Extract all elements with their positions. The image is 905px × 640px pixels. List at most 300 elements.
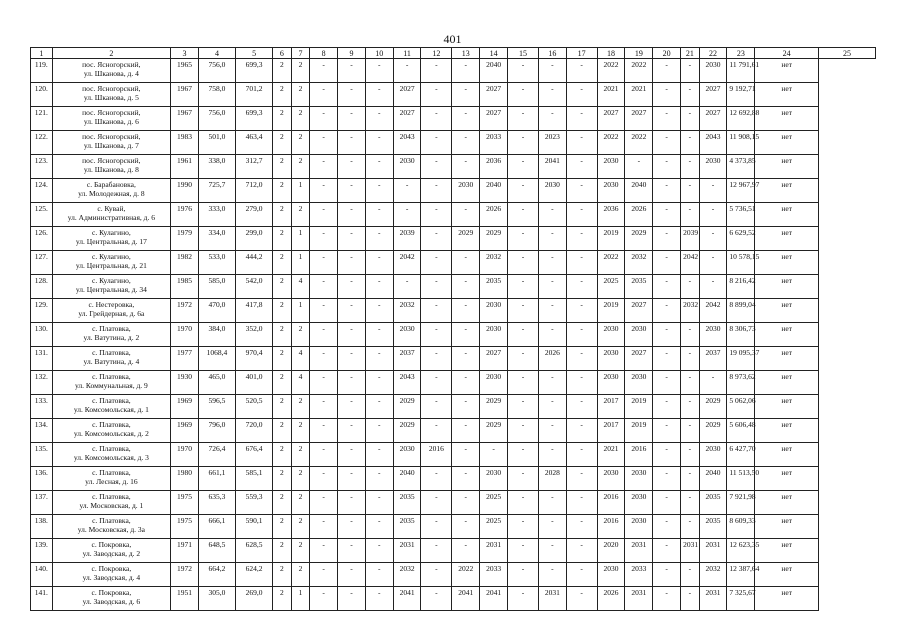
table-cell: - (310, 251, 338, 275)
table-cell: 2017 (597, 395, 625, 419)
table-cell: - (421, 131, 452, 155)
table-cell: - (653, 539, 681, 563)
table-cell: 1 (291, 299, 310, 323)
table-cell: нет (755, 179, 819, 203)
address-cell (52, 371, 171, 395)
table-cell: 12 692,88 (727, 107, 755, 131)
table-row (31, 83, 876, 107)
table-cell: - (365, 179, 393, 203)
table-cell: 2 (273, 155, 292, 179)
settlement-text: пос. Ясногорский, (82, 156, 141, 165)
table-cell: 2030 (597, 347, 625, 371)
table-cell: нет (755, 491, 819, 515)
table-cell: 533,0 (198, 251, 235, 275)
table-cell: 2026 (625, 203, 653, 227)
table-cell: - (681, 395, 700, 419)
table-cell: - (566, 563, 597, 587)
column-header: 7 (291, 48, 310, 59)
street-text: ул. Административная, д. 6 (67, 213, 155, 222)
address-cell (52, 395, 171, 419)
table-cell: 2 (273, 347, 292, 371)
table-cell: 2043 (393, 371, 421, 395)
column-header: 11 (393, 48, 421, 59)
table-cell: 699,3 (236, 107, 273, 131)
table-row (31, 107, 876, 131)
table-cell: - (653, 59, 681, 83)
table-cell: 2030 (480, 371, 508, 395)
table-cell: 2030 (480, 467, 508, 491)
settlement-text: пос. Ясногорский, (82, 132, 141, 141)
table-cell: - (653, 155, 681, 179)
table-cell: 2025 (480, 515, 508, 539)
table-cell: 417,8 (236, 299, 273, 323)
table-cell: 2 (273, 323, 292, 347)
table-cell: 2036 (480, 155, 508, 179)
table-cell: 2027 (597, 107, 625, 131)
table-cell: 756,0 (198, 107, 235, 131)
table-cell: 2031 (480, 539, 508, 563)
table-cell: 299,0 (236, 227, 273, 251)
table-cell: - (538, 299, 566, 323)
table-cell: 2029 (480, 395, 508, 419)
table-cell: - (452, 515, 480, 539)
table-cell: - (452, 131, 480, 155)
table-cell: 1930 (171, 371, 199, 395)
table-cell: 2030 (538, 179, 566, 203)
table-cell: 585,0 (198, 275, 235, 299)
table-cell: - (508, 299, 539, 323)
table-cell: 1990 (171, 179, 199, 203)
table-cell: - (365, 275, 393, 299)
table-cell: - (653, 107, 681, 131)
table-cell: - (538, 371, 566, 395)
table-cell: 10 578,15 (727, 251, 755, 275)
table-cell: - (653, 203, 681, 227)
table-cell: - (452, 203, 480, 227)
table-cell: 2029 (699, 395, 727, 419)
table-cell: 2025 (597, 275, 625, 299)
table-cell: - (538, 515, 566, 539)
settlement-text: с. Кулагино, (92, 252, 131, 261)
table-cell: 628,5 (236, 539, 273, 563)
table-cell: - (310, 59, 338, 83)
table-cell: 2016 (597, 491, 625, 515)
table-cell: - (566, 227, 597, 251)
table-cell: 2035 (625, 275, 653, 299)
street-text: ул. Грейдерная, д. 6а (78, 309, 145, 318)
table-cell: - (452, 371, 480, 395)
table-cell: 2037 (699, 347, 727, 371)
table-cell: - (452, 419, 480, 443)
table-row (31, 563, 876, 587)
table-cell: 2021 (597, 443, 625, 467)
table-cell: 4 373,85 (727, 155, 755, 179)
table-cell: 2019 (625, 395, 653, 419)
table-row (31, 155, 876, 179)
table-cell: - (338, 467, 366, 491)
table-cell: - (365, 299, 393, 323)
table-cell: 725,7 (198, 179, 235, 203)
table-cell: 2 (291, 539, 310, 563)
table-cell: 2021 (625, 83, 653, 107)
table-cell: 444,2 (236, 251, 273, 275)
table-cell: - (653, 443, 681, 467)
table-cell: - (681, 443, 700, 467)
street-text: ул. Заводская, д. 4 (82, 573, 141, 582)
table-cell: 1 (291, 251, 310, 275)
table-cell: 2033 (625, 563, 653, 587)
table-cell: 2041 (480, 587, 508, 611)
table-cell: - (365, 347, 393, 371)
street-text: ул. Ватутина, д. 2 (83, 333, 140, 342)
row-number: 121. (31, 107, 53, 131)
table-cell: 2017 (597, 419, 625, 443)
row-number: 128. (31, 275, 53, 299)
settlement-text: с. Покровка, (91, 564, 132, 573)
settlement-text: с. Платовка, (92, 492, 131, 501)
table-cell: 2 (273, 203, 292, 227)
table-cell: 2022 (625, 59, 653, 83)
table-cell: 559,3 (236, 491, 273, 515)
table-cell: - (508, 251, 539, 275)
table-cell: - (681, 155, 700, 179)
table-cell: 2035 (699, 491, 727, 515)
address-cell (52, 203, 171, 227)
column-header: 24 (755, 48, 819, 59)
table-cell: 2 (273, 227, 292, 251)
table-cell: - (365, 203, 393, 227)
table-cell: - (365, 563, 393, 587)
table-cell: 2022 (597, 131, 625, 155)
settlement-text: с. Платовка, (92, 444, 131, 453)
table-cell: - (393, 275, 421, 299)
table-cell: - (681, 563, 700, 587)
table-cell: 2 (273, 491, 292, 515)
settlement-text: с. Покровка, (91, 540, 132, 549)
table-cell: - (566, 587, 597, 611)
table-cell: - (310, 371, 338, 395)
table-cell: - (310, 515, 338, 539)
table-cell: 8 306,73 (727, 323, 755, 347)
table-cell: 2035 (480, 275, 508, 299)
table-cell: - (508, 59, 539, 83)
table-cell: - (421, 467, 452, 491)
table-cell: нет (755, 563, 819, 587)
table-cell: - (508, 179, 539, 203)
table-cell: 1976 (171, 203, 199, 227)
row-number: 125. (31, 203, 53, 227)
table-cell: - (310, 323, 338, 347)
table-cell: - (566, 539, 597, 563)
table-cell: 2033 (480, 563, 508, 587)
table-cell: 8 899,04 (727, 299, 755, 323)
table-cell: 2040 (393, 467, 421, 491)
table-cell: - (653, 323, 681, 347)
settlement-text: пос. Ясногорский, (82, 60, 141, 69)
table-cell: 676,4 (236, 443, 273, 467)
table-cell: 2030 (699, 59, 727, 83)
row-number: 130. (31, 323, 53, 347)
column-header: 5 (236, 48, 273, 59)
table-cell: - (566, 443, 597, 467)
table-cell: - (365, 467, 393, 491)
row-number: 120. (31, 83, 53, 107)
address-cell (52, 179, 171, 203)
table-cell: 712,0 (236, 179, 273, 203)
table-cell: - (653, 587, 681, 611)
table-cell: 2027 (699, 83, 727, 107)
table-cell: 2029 (625, 227, 653, 251)
table-cell: 19 095,37 (727, 347, 755, 371)
table-cell: - (566, 179, 597, 203)
table-cell: - (338, 203, 366, 227)
table-cell: 2029 (393, 395, 421, 419)
table-header-row (31, 48, 876, 59)
table-cell: 1975 (171, 515, 199, 539)
table-cell: - (310, 347, 338, 371)
table-cell: - (452, 107, 480, 131)
address-cell (52, 155, 171, 179)
table-cell: 2031 (699, 587, 727, 611)
table-cell: 12 623,35 (727, 539, 755, 563)
table-cell: 2027 (480, 83, 508, 107)
table-cell: 1972 (171, 563, 199, 587)
table-cell: 2031 (393, 539, 421, 563)
table-cell: - (338, 443, 366, 467)
table-cell: - (365, 323, 393, 347)
street-text: ул. Комсомольская, д. 1 (73, 405, 149, 414)
row-number: 140. (31, 563, 53, 587)
table-cell: - (365, 107, 393, 131)
table-cell: 12 387,64 (727, 563, 755, 587)
street-text: ул. Коммунальная, д. 9 (74, 381, 148, 390)
table-cell: - (681, 515, 700, 539)
table-row (31, 491, 876, 515)
table-cell: 1965 (171, 59, 199, 83)
table-cell: 2 (273, 395, 292, 419)
table-cell: 2030 (480, 299, 508, 323)
table-cell: - (421, 179, 452, 203)
table-cell: - (310, 395, 338, 419)
table-cell: 1982 (171, 251, 199, 275)
table-cell: - (365, 59, 393, 83)
table-cell: 2 (273, 587, 292, 611)
table-cell: - (566, 347, 597, 371)
table-cell: - (681, 179, 700, 203)
table-cell: - (538, 227, 566, 251)
table-cell: - (566, 203, 597, 227)
table-cell: - (699, 227, 727, 251)
table-cell: 2019 (597, 227, 625, 251)
table-cell: 2030 (625, 491, 653, 515)
table-cell: - (310, 131, 338, 155)
table-cell: 8 973,62 (727, 371, 755, 395)
table-cell: 2041 (538, 155, 566, 179)
table-cell: 1969 (171, 419, 199, 443)
table-cell: нет (755, 251, 819, 275)
table-cell: - (338, 131, 366, 155)
table-cell: нет (755, 83, 819, 107)
table-cell: 648,5 (198, 539, 235, 563)
street-text: ул. Шканова, д. 8 (83, 165, 139, 174)
street-text: ул. Заводская, д. 6 (82, 597, 141, 606)
address-cell (52, 83, 171, 107)
table-cell: - (566, 299, 597, 323)
table-cell: - (681, 83, 700, 107)
settlement-text: пос. Ясногорский, (82, 108, 141, 117)
table-cell: нет (755, 371, 819, 395)
table-cell: - (393, 59, 421, 83)
table-cell: 2030 (597, 323, 625, 347)
address-cell (52, 443, 171, 467)
table-cell: 542,0 (236, 275, 273, 299)
table-cell: 7 921,98 (727, 491, 755, 515)
table-cell: 1980 (171, 467, 199, 491)
table-cell: - (508, 347, 539, 371)
table-cell: - (566, 59, 597, 83)
table-cell: - (421, 371, 452, 395)
table-cell: 2030 (597, 467, 625, 491)
table-cell: - (653, 83, 681, 107)
table-cell: 4 (291, 275, 310, 299)
row-number: 133. (31, 395, 53, 419)
table-cell: - (625, 155, 653, 179)
table-cell: 701,2 (236, 83, 273, 107)
table-cell: 2 (273, 539, 292, 563)
table-cell: - (421, 515, 452, 539)
table-cell: - (699, 371, 727, 395)
street-text: ул. Центральная, д. 34 (75, 285, 147, 294)
table-cell: 2030 (393, 443, 421, 467)
table-cell: 2 (273, 563, 292, 587)
table-row (31, 299, 876, 323)
table-cell: - (681, 467, 700, 491)
table-cell: нет (755, 131, 819, 155)
table-cell: - (310, 107, 338, 131)
table-cell: - (538, 419, 566, 443)
table-cell: - (653, 371, 681, 395)
table-cell: 2032 (625, 251, 653, 275)
table-cell: - (538, 539, 566, 563)
table-cell: 2 (273, 419, 292, 443)
table-cell: - (699, 179, 727, 203)
table-cell: - (421, 491, 452, 515)
row-number: 119. (31, 59, 53, 83)
street-text: ул. Ватутина, д. 4 (83, 357, 140, 366)
table-cell: - (653, 515, 681, 539)
table-cell: 2029 (480, 419, 508, 443)
settlement-text: с. Кулагино, (92, 228, 131, 237)
table-cell: 2035 (699, 515, 727, 539)
row-number: 141. (31, 587, 53, 611)
settlement-text: с. Платовка, (92, 516, 131, 525)
address-cell (52, 467, 171, 491)
table-cell: 1 (291, 587, 310, 611)
table-cell: - (508, 155, 539, 179)
table-cell: - (310, 563, 338, 587)
table-cell: 2 (273, 443, 292, 467)
row-number: 124. (31, 179, 53, 203)
table-cell: - (452, 539, 480, 563)
table-cell: - (338, 419, 366, 443)
table-cell: нет (755, 323, 819, 347)
table-cell: - (310, 275, 338, 299)
table-cell: 2040 (625, 179, 653, 203)
table-cell: 401,0 (236, 371, 273, 395)
table-cell: - (421, 155, 452, 179)
table-cell: - (508, 227, 539, 251)
table-cell: 2022 (597, 59, 625, 83)
table-cell: - (681, 347, 700, 371)
table-cell: 5 062,06 (727, 395, 755, 419)
table-cell: 2016 (597, 515, 625, 539)
table-cell: 1983 (171, 131, 199, 155)
table-cell: 1 (291, 179, 310, 203)
table-cell: 2 (291, 467, 310, 491)
table-cell: - (653, 491, 681, 515)
table-cell: - (681, 371, 700, 395)
settlement-text: с. Барабановка, (86, 180, 136, 189)
table-cell: - (566, 419, 597, 443)
table-cell: 7 325,67 (727, 587, 755, 611)
table-cell: 2035 (393, 491, 421, 515)
table-cell: - (508, 491, 539, 515)
table-cell: нет (755, 59, 819, 83)
table-cell: 2 (291, 395, 310, 419)
table-cell: - (310, 155, 338, 179)
column-header: 12 (421, 48, 452, 59)
table-cell: - (452, 491, 480, 515)
table-cell: 312,7 (236, 155, 273, 179)
street-text: ул. Центральная, д. 17 (75, 237, 147, 246)
street-text: ул. Лесная, д. 16 (85, 477, 138, 486)
table-cell: - (452, 83, 480, 107)
table-cell: - (452, 467, 480, 491)
table-cell: 2021 (597, 83, 625, 107)
street-text: ул. Шканова, д. 7 (83, 141, 139, 150)
row-number: 126. (31, 227, 53, 251)
table-cell: нет (755, 539, 819, 563)
table-cell: 2022 (597, 251, 625, 275)
table-cell: - (681, 131, 700, 155)
column-header: 20 (653, 48, 681, 59)
row-number: 138. (31, 515, 53, 539)
table-cell: - (421, 323, 452, 347)
address-cell (52, 563, 171, 587)
table-cell: 2030 (597, 563, 625, 587)
table-cell: 970,4 (236, 347, 273, 371)
table-cell: 720,0 (236, 419, 273, 443)
settlement-text: с. Платовка, (92, 348, 131, 357)
column-header: 6 (273, 48, 292, 59)
column-header: 1 (31, 48, 53, 59)
table-cell: - (653, 227, 681, 251)
table-cell: 2 (291, 419, 310, 443)
table-cell: 2030 (597, 155, 625, 179)
table-cell: - (508, 515, 539, 539)
table-cell: - (452, 299, 480, 323)
table-cell: 2029 (480, 227, 508, 251)
row-number: 132. (31, 371, 53, 395)
table-cell: 2030 (597, 371, 625, 395)
column-header: 17 (566, 48, 597, 59)
column-header: 3 (171, 48, 199, 59)
settlement-text: с. Покровка, (91, 588, 132, 597)
table-cell: - (653, 347, 681, 371)
table-cell: 2037 (393, 347, 421, 371)
table-cell: 4 (291, 371, 310, 395)
settlement-text: пос. Ясногорский, (82, 84, 141, 93)
